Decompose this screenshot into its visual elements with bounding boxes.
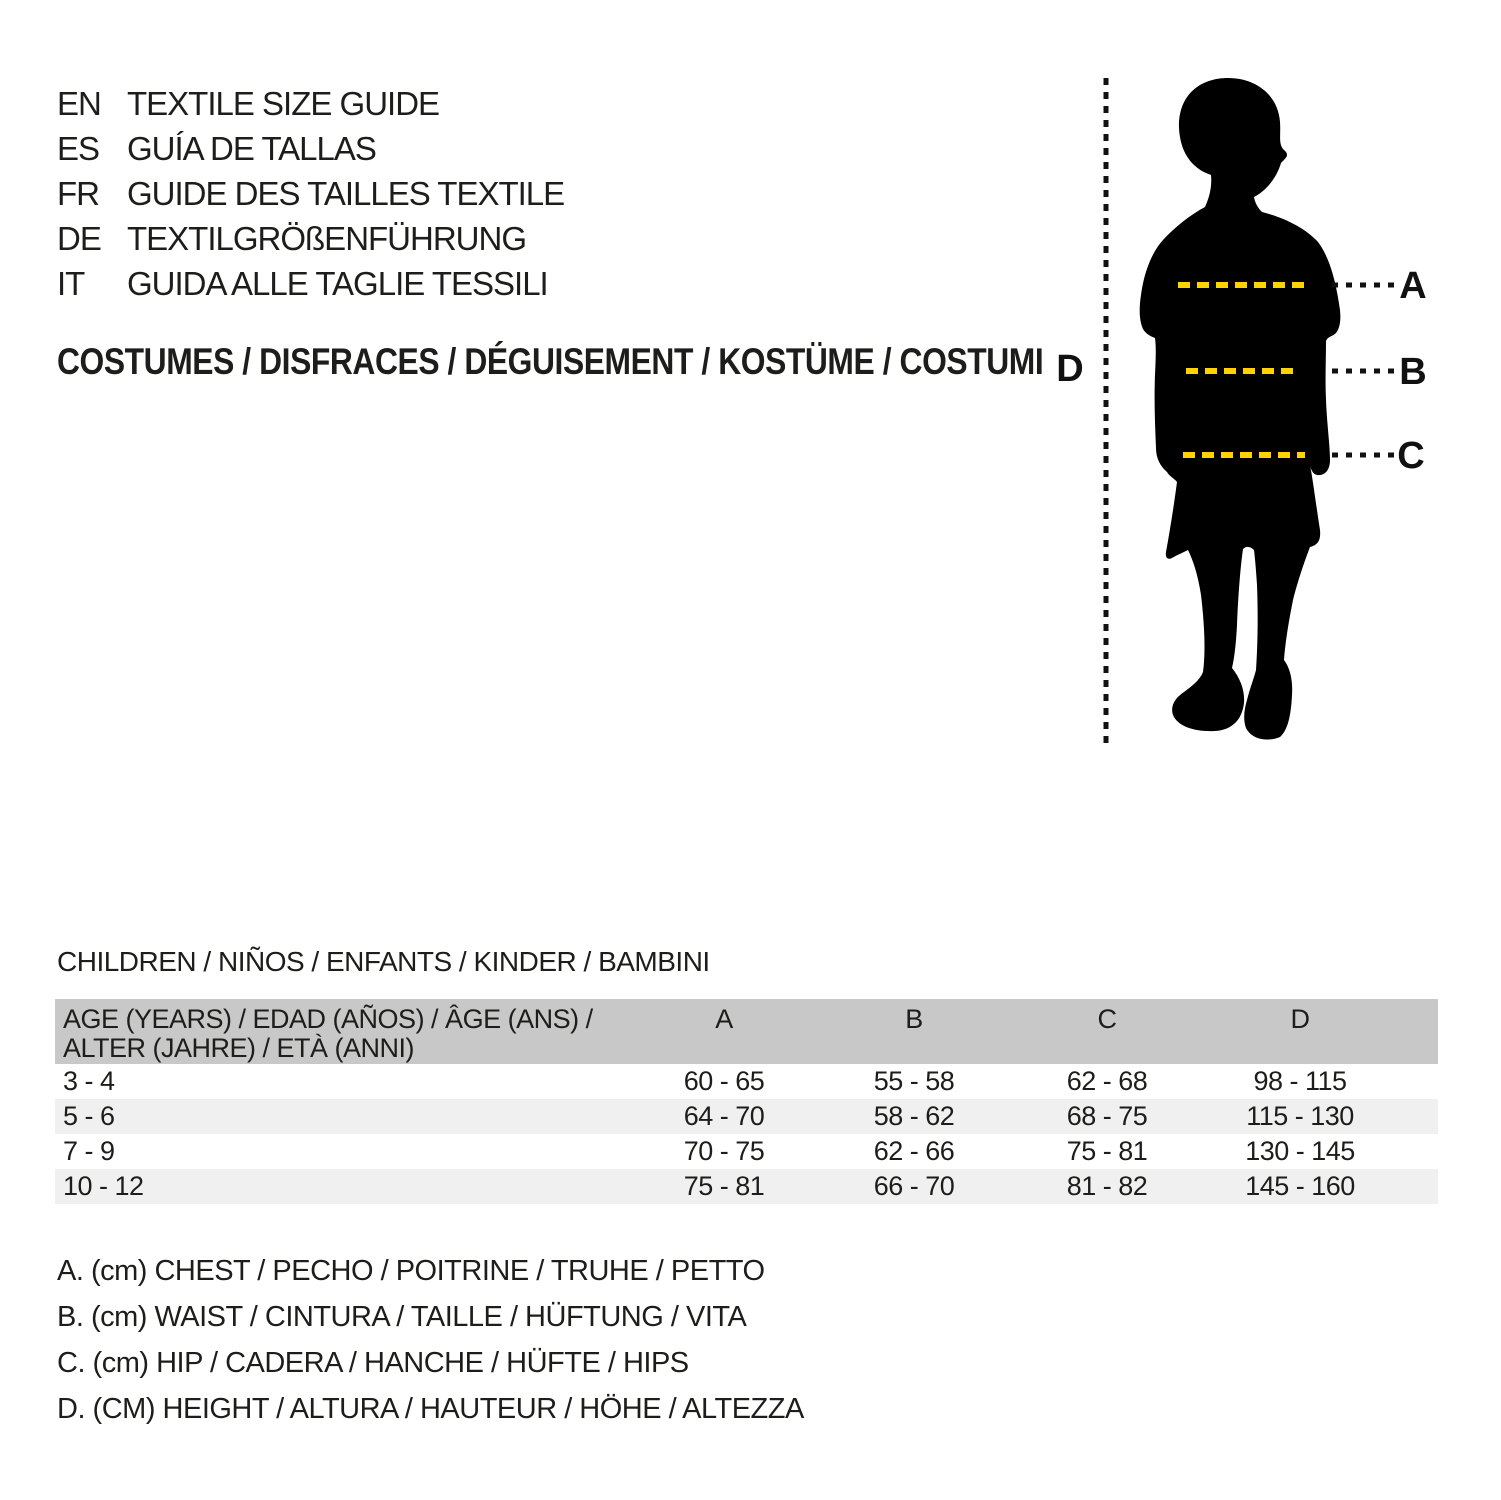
row-spacer: [1395, 1169, 1438, 1204]
lang-code: IT: [57, 265, 85, 302]
children-size-table: [55, 999, 1438, 1204]
lang-code: FR: [57, 175, 99, 212]
children-section-title: CHILDREN / NIÑOS / ENFANTS / KINDER / BAMBINI: [57, 946, 710, 977]
height-cell: 115 - 130: [1246, 1101, 1354, 1131]
table-row: [55, 1169, 1438, 1204]
hip-cell: 81 - 82: [1066, 1171, 1148, 1201]
hip-cell: 68 - 75: [1066, 1101, 1148, 1131]
chest-cell: 70 - 75: [683, 1136, 765, 1166]
waist-cell: 62 - 66: [873, 1136, 955, 1166]
lang-row-en: [57, 81, 564, 126]
lang-row-it: [57, 261, 564, 306]
measurement-legend: [57, 1248, 804, 1432]
lang-label: TEXTILE SIZE GUIDE: [127, 85, 440, 122]
lang-code: DE: [57, 220, 101, 257]
column-header-d: D: [1290, 1004, 1310, 1034]
lang-label: GUIDE DES TAILLES TEXTILE: [127, 175, 565, 212]
lang-label: GUÍA DE TALLAS: [127, 130, 376, 167]
height-cell: 145 - 160: [1245, 1171, 1355, 1201]
age-cell: 5 - 6: [63, 1101, 115, 1131]
column-header-a: A: [715, 1004, 733, 1034]
chest-cell: 60 - 65: [683, 1066, 765, 1096]
lang-code: ES: [57, 130, 100, 167]
waist-cell: 55 - 58: [873, 1066, 955, 1096]
header-spacer: [1395, 999, 1438, 1064]
legend-hip: C. (cm) HIP / CADERA / HANCHE / HÜFTE / HIPS: [57, 1347, 689, 1379]
height-cell: 130 - 145: [1245, 1136, 1355, 1166]
marker-label-d: D: [1056, 348, 1084, 390]
chest-cell: 64 - 70: [683, 1101, 765, 1131]
age-column-header: [55, 999, 629, 1064]
waist-cell: 66 - 70: [873, 1171, 955, 1201]
legend-chest: A. (cm) CHEST / PECHO / POITRINE / TRUHE / PETTO: [57, 1255, 765, 1287]
waist-cell: 58 - 62: [873, 1101, 955, 1131]
height-cell: 98 - 115: [1253, 1066, 1347, 1096]
table-row: [55, 1134, 1438, 1169]
age-header-line2: ALTER (JAHRE) / ETÀ (ANNI): [63, 1033, 415, 1063]
chest-cell: 75 - 81: [683, 1171, 765, 1201]
legend-height: D. (CM) HEIGHT / ALTURA / HAUTEUR / HÖHE / ALTEZZA: [57, 1393, 804, 1425]
marker-label-a: A: [1399, 265, 1427, 307]
child-silhouette-icon: [1140, 78, 1341, 740]
age-cell: 7 - 9: [63, 1136, 115, 1166]
hip-cell: 75 - 81: [1066, 1136, 1148, 1166]
costumes-heading: COSTUMES / DISFRACES / DÉGUISEMENT / KOSTÜME / COSTUMI: [57, 341, 1044, 382]
table-row: [55, 1099, 1438, 1134]
age-header-line1: AGE (YEARS) / EDAD (AÑOS) / ÂGE (ANS) /: [63, 1004, 593, 1034]
table-row: [55, 1064, 1438, 1099]
marker-label-c: C: [1397, 435, 1425, 477]
lang-row-de: [57, 216, 564, 261]
marker-label-b: B: [1399, 351, 1427, 393]
row-spacer: [1395, 1134, 1438, 1169]
size-figure-diagram: [1030, 60, 1450, 760]
row-spacer: [1395, 1064, 1438, 1099]
lang-row-es: [57, 126, 564, 171]
lang-code: EN: [57, 85, 101, 122]
table-header-row: [55, 999, 1438, 1064]
lang-label: GUIDA ALLE TAGLIE TESSILI: [127, 265, 548, 302]
lang-row-fr: [57, 171, 564, 216]
column-header-c: C: [1097, 1004, 1117, 1034]
hip-cell: 62 - 68: [1066, 1066, 1148, 1096]
language-title-list: [57, 81, 564, 306]
age-cell: 10 - 12: [63, 1171, 144, 1201]
legend-waist: B. (cm) WAIST / CINTURA / TAILLE / HÜFTUNG / VITA: [57, 1301, 747, 1333]
column-header-b: B: [905, 1004, 923, 1034]
row-spacer: [1395, 1099, 1438, 1134]
lang-label: TEXTILGRÖßENFÜHRUNG: [127, 220, 527, 257]
age-cell: 3 - 4: [63, 1066, 115, 1096]
